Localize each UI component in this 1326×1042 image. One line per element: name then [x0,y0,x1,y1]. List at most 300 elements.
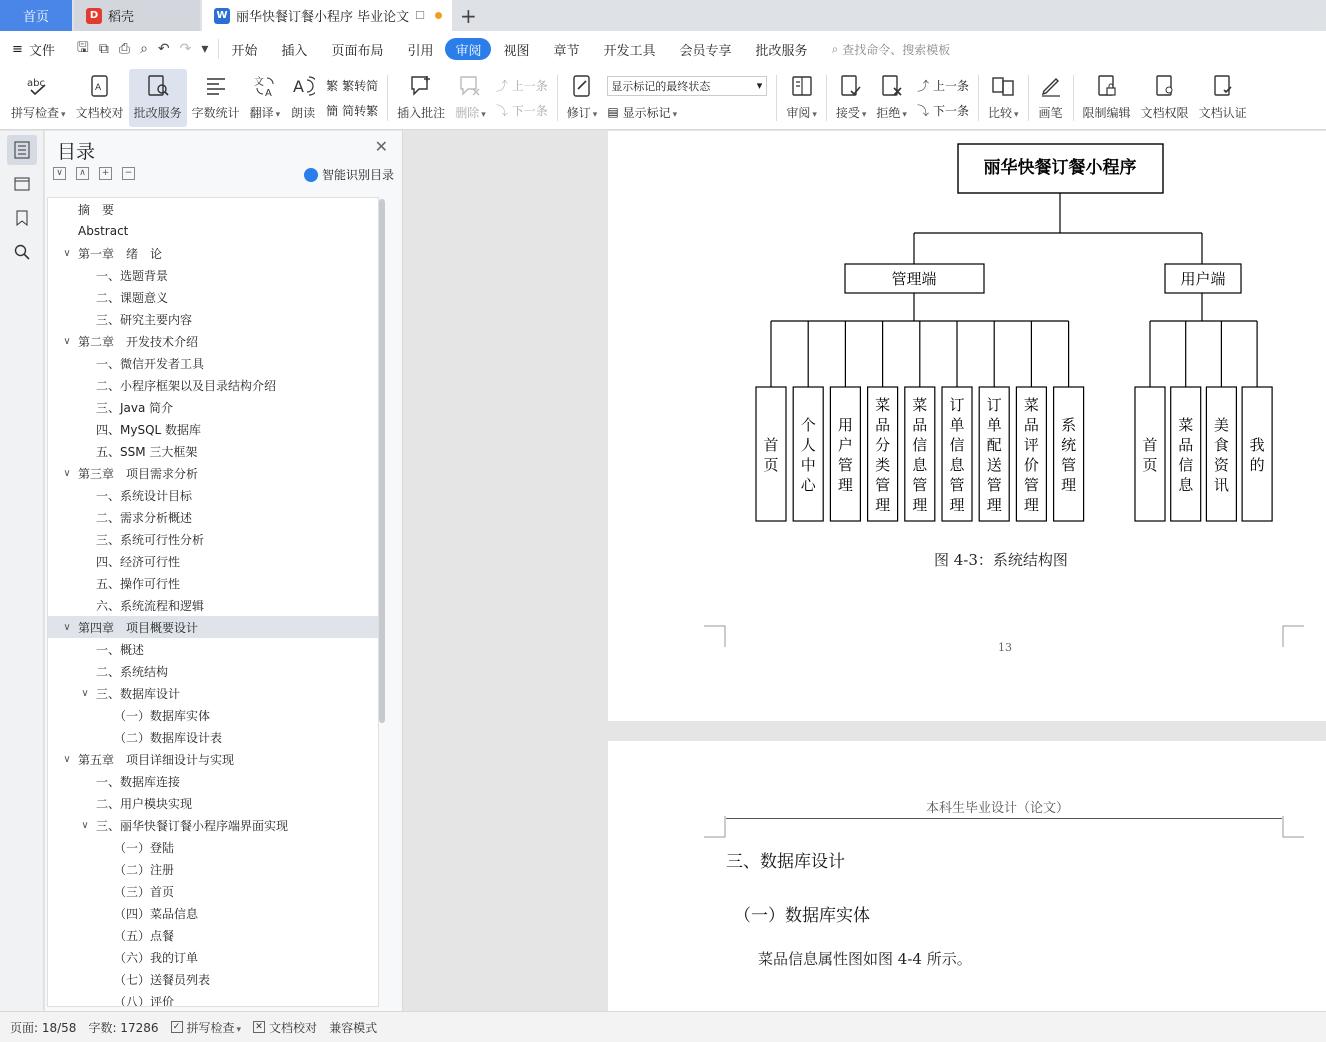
status-spell-check[interactable] [171,1019,242,1036]
redo-icon[interactable]: ↷ [179,41,192,57]
diagram-leaf-char: 单 [949,416,965,434]
document-page-13 [608,131,1326,721]
next-comment-button[interactable] [496,102,548,119]
translate-button[interactable] [245,69,286,127]
export-pdf-icon[interactable]: ⧉ [98,41,109,57]
toc-item-label: 五、SSM 三大框架 [96,444,198,459]
compat-mode [329,1019,377,1036]
toc-panel [45,131,403,1011]
review-pane-label: 审阅 ▾ [786,104,817,121]
doc-certify-label: 文档认证 [1198,106,1247,120]
tab-document-label: 丽华快餐订餐小程序 毕业论文 [236,10,410,25]
diagram-leaf-char: 分 [875,436,891,454]
file-menu[interactable] [0,40,67,59]
accept-icon [838,73,864,99]
outline-tree-icon[interactable] [7,169,37,199]
diagram-leaf-box [756,387,786,521]
word-count-label: 字数统计 [191,106,240,120]
show-markup-button[interactable] [607,104,767,121]
smart-toc-label: 智能识别目录 [321,168,394,182]
diagram-root-label: 丽华快餐订餐小程序 [983,158,1137,178]
figure-caption: 图 4-3：系统结构图 [934,551,1068,569]
prev-change-icon: ⤴ [916,79,929,93]
next-comment-label: 下一条 [511,104,548,118]
toc-item-label: Abstract [78,224,129,238]
markup-state-select[interactable] [607,76,767,96]
proof-icon: ✕ [253,1021,265,1033]
word-count-indicator[interactable] [88,1019,158,1036]
diagram-leaf-char: 品 [1023,416,1039,434]
menu-section[interactable]: 章节 [553,43,580,59]
read-aloud-icon [290,73,316,99]
accept-label: 接受 ▾ [836,104,867,121]
prev-change-label: 上一条 [932,79,969,93]
svg-text:A: A [264,88,272,98]
chinese-convert-group [321,69,383,127]
toc-item[interactable] [48,308,378,330]
toc-item-label: 二、需求分析概述 [96,510,193,525]
diagram-leaf-char: 理 [986,496,1002,514]
toc-item[interactable] [48,638,378,660]
doc-permission-button[interactable] [1136,69,1194,127]
diagram-leaf-char: 类 [875,456,891,474]
next-change-button[interactable] [917,102,969,119]
expand-all-icon[interactable]: ∧ [76,167,89,180]
wps-writer-logo-icon: W [214,8,230,24]
toc-item-label: 一、选题背景 [96,268,169,283]
chevron-down-icon[interactable]: ∨ [63,621,71,633]
toc-item-label: 二、系统结构 [96,664,169,679]
diagram-leaf-char: 管 [1061,456,1077,474]
menu-view[interactable]: 视图 [503,43,530,59]
diagram-leaf-char: 品 [912,416,928,434]
ribbon-separator [1073,75,1074,121]
word-count-indicator-label: 字数: 17286 [88,1020,159,1035]
toc-item-label: 六、系统流程和逻辑 [96,598,205,613]
chevron-down-icon[interactable]: ∨ [81,687,89,699]
toc-item[interactable] [48,528,378,550]
toc-item[interactable] [48,330,378,352]
doc-certify-button[interactable] [1194,69,1252,127]
toc-item-label: （四）菜品信息 [114,906,199,921]
menu-insert[interactable]: 插入 [281,43,308,59]
diagram-leaf-char: 息 [912,456,928,474]
file-menu-label: 文件 [28,43,55,59]
insert-comment-label: 插入批注 [397,106,446,120]
translate-icon [252,73,278,99]
chevron-down-icon[interactable]: ∨ [63,753,71,765]
daoke-logo-icon: D [86,8,102,24]
toc-item-label: 摘 要 [78,202,115,217]
ribbon-separator [826,75,827,121]
spell-check-icon [25,73,51,99]
toc-item-label: 一、数据库连接 [96,774,181,789]
toc-item-label: 三、研究主要内容 [96,312,193,327]
comment-nav-group [491,69,553,127]
spell-check-button[interactable] [6,69,71,127]
toc-item[interactable] [48,682,378,704]
diagram-leaf-char: 菜 [1023,396,1039,414]
ribbon-separator [978,75,979,121]
toc-item-label: 二、小程序框架以及目录结构介绍 [96,378,277,393]
diagram-leaf-char: 理 [875,496,891,514]
reject-button[interactable] [871,69,912,127]
diagram-leaf-char: 菜 [875,396,891,414]
toc-item-label: 四、经济可行性 [96,554,181,569]
document-canvas [404,131,1326,1011]
diagram-leaf-char: 价 [1023,456,1039,474]
restrict-edit-button[interactable] [1078,69,1136,127]
diagram-leaf-char: 送 [986,456,1002,474]
body-paragraph: 菜品信息属性图如图 4-4 所示。 [758,950,972,968]
toc-item[interactable] [48,880,378,902]
toc-item[interactable] [48,374,378,396]
revise-service-button[interactable] [129,69,187,127]
diagram-leaf-char: 信 [949,436,965,454]
status-doc-proof[interactable] [253,1019,317,1036]
read-aloud-button[interactable] [285,69,321,127]
toc-panel-title: 目录 [57,141,96,163]
doc-permission-label: 文档权限 [1140,106,1189,120]
diagram-leaf-box [830,387,860,521]
subsection-heading: （一）数据库实体 [734,906,870,926]
more-chevron-icon[interactable]: ▾ [201,41,209,57]
toc-item-label: 五、操作可行性 [96,576,181,591]
status-bar [0,1011,1326,1042]
chevron-down-icon[interactable]: ∨ [81,819,89,831]
svg-text:A: A [293,77,305,96]
system-structure-diagram [608,131,1326,531]
diagram-leaf-char: 管 [912,476,928,494]
toc-item[interactable] [48,484,378,506]
diagram-leaf-char: 管 [837,456,853,474]
diagram-leaf-char: 首 [1142,436,1158,454]
diagram-leaf-char: 息 [1178,476,1194,494]
save-icon[interactable]: 🖫 [76,40,89,56]
svg-text:A: A [94,83,101,93]
status-spell-check-label: 拼写检查 ▾ [187,1019,242,1036]
delete-comment-label: 删除 ▾ [455,104,486,121]
toc-item-label: 一、微信开发者工具 [96,356,205,371]
toc-item[interactable] [48,352,378,374]
page-header: 本科生毕业设计（论文） [926,801,1070,816]
trad-to-simp-button[interactable] [326,77,378,94]
diagram-leaf-char: 系 [1061,416,1077,434]
pen-label: 画笔 [1038,106,1063,120]
pen-icon [1038,73,1064,99]
review-ribbon [0,67,1326,130]
next-change-icon: ⤵ [916,104,929,118]
toc-item[interactable] [48,836,378,858]
menu-start[interactable]: 开始 [231,43,258,59]
simp-to-trad-icon: 簡 [326,104,339,118]
new-tab-button[interactable]: + [460,4,477,28]
diagram-leaf-char: 管 [875,476,891,494]
search-icon: ⌕ [831,41,839,56]
diagram-leaf-char: 页 [763,456,779,474]
diagram-leaf-char: 管 [1023,476,1039,494]
diagram-leaf-char: 品 [1178,436,1194,454]
toc-item-label: 第五章 项目详细设计与实现 [78,752,235,767]
lock-document-icon [1094,73,1120,99]
menu-member[interactable]: 会员专享 [679,43,732,59]
menu-developer[interactable]: 开发工具 [603,43,656,59]
compare-button[interactable] [983,69,1024,127]
tab-daoke[interactable] [74,0,200,31]
title-tab-bar [0,0,1326,31]
tab-daoke-label: 稻壳 [108,10,135,25]
toc-item-label: 一、系统设计目标 [96,488,193,503]
show-markup-label: 显示标记 ▾ [623,104,678,121]
review-pane-button[interactable] [781,69,822,127]
svg-text:文: 文 [253,77,264,88]
remove-heading-icon[interactable]: − [122,167,135,180]
smart-toc-button[interactable] [304,166,394,183]
diagram-leaf-char: 息 [949,456,965,474]
diagram-leaf-char: 美 [1213,416,1229,434]
diagram-leaf-char: 个 [800,416,816,434]
toc-item-label: 三、丽华快餐订餐小程序端界面实现 [96,818,289,833]
diagram-leaf-char: 配 [986,436,1002,454]
page-number: 13 [998,641,1012,654]
diagram-leaf-char: 人 [800,436,816,454]
toc-item[interactable] [48,462,378,484]
diagram-leaf-char: 单 [986,416,1002,434]
undo-icon[interactable]: ↶ [157,41,170,57]
toc-item-label: 二、用户模块实现 [96,796,193,811]
quick-access-toolbar [67,39,219,59]
diagram-leaf-char: 订 [949,396,965,414]
diagram-leaf-char: 订 [986,396,1002,414]
diagram-leaf-char: 食 [1213,436,1229,454]
toc-list [47,197,379,1007]
toc-toolbar [53,167,135,180]
diagram-leaf-char: 理 [837,476,853,494]
diagram-leaf-char: 品 [875,416,891,434]
toc-icon[interactable] [7,135,37,165]
toc-item[interactable] [48,440,378,462]
menu-page-layout[interactable]: 页面布局 [331,43,384,59]
diagram-leaf-char: 评 [1023,436,1039,454]
toc-item[interactable] [48,814,378,836]
page-corner-mark [704,816,726,838]
collapse-all-icon[interactable]: ∨ [53,167,66,180]
smart-ai-icon [304,168,318,182]
toc-item[interactable] [48,770,378,792]
command-search-placeholder: 查找命令、搜索模板 [842,42,951,57]
trad-to-simp-label: 繁转简 [342,79,379,93]
diagram-leaf-box [1135,387,1165,521]
toc-item[interactable] [48,726,378,748]
page-indicator[interactable] [10,1019,76,1036]
toc-item-label: （一）登陆 [114,840,175,855]
toc-item-label: 第二章 开发技术介绍 [78,334,199,349]
toc-item[interactable] [48,220,378,242]
toc-item[interactable] [48,286,378,308]
simp-to-trad-label: 简转繁 [342,104,379,118]
markup-group [602,69,772,127]
review-pane-icon [789,73,815,99]
print-icon[interactable]: ⎙ [118,41,131,57]
diagram-user-label: 用户端 [1180,270,1226,288]
revise-service-label: 批改服务 [133,106,182,120]
toc-item-label: （七）送餐员列表 [114,972,211,987]
toc-item[interactable] [48,264,378,286]
toc-item-label: （三）首页 [114,884,175,899]
toc-item[interactable] [48,616,378,638]
diagram-leaf-char: 菜 [912,396,928,414]
diagram-leaf-box [793,387,823,521]
change-nav-group [912,69,974,127]
accept-button[interactable] [831,69,872,127]
hamburger-icon: ≡ [12,41,23,57]
word-count-button[interactable] [187,69,245,127]
trad-to-simp-icon: 繁 [326,79,339,93]
reject-label: 拒绝 ▾ [876,104,907,121]
track-changes-label: 修订 ▾ [567,104,598,121]
insert-comment-button[interactable] [392,69,450,127]
chevron-down-icon[interactable]: ∨ [63,467,71,479]
print-preview-icon[interactable]: ⌕ [140,41,148,57]
prev-comment-label: 上一条 [511,79,548,93]
toc-item[interactable] [48,660,378,682]
show-markup-icon: ▤ [607,105,619,119]
toc-item-label: （二）数据库设计表 [114,730,223,745]
page-corner-mark [1282,816,1304,838]
toc-item[interactable] [48,924,378,946]
toc-item[interactable] [48,418,378,440]
toc-item[interactable] [48,572,378,594]
diagram-leaf-box [1206,387,1236,521]
doc-proof-icon [87,73,113,99]
ribbon-separator [1028,75,1029,121]
status-doc-proof-label: 文档校对 [269,1020,318,1035]
menu-bar [0,31,1326,67]
doc-proof-button[interactable] [71,69,129,127]
ribbon-separator [557,75,558,121]
document-page-14 [608,741,1326,1011]
tab-document[interactable] [202,0,452,31]
toc-item[interactable] [48,792,378,814]
bookmark-icon[interactable] [7,203,37,233]
prev-comment-icon: ⤴ [495,79,508,93]
toc-item[interactable] [48,946,378,968]
toc-item[interactable] [48,968,378,990]
section-heading: 三、数据库设计 [726,852,845,872]
tab-home[interactable]: 首页 [0,0,72,31]
unsaved-dot-icon [435,12,442,19]
diagram-leaf-char: 用 [837,416,853,434]
close-icon[interactable]: ✕ [374,137,388,156]
toc-item-label: （六）我的订单 [114,950,199,965]
checkbox-icon: ✓ [171,1021,183,1033]
read-aloud-label: 朗读 [291,106,316,120]
delete-comment-icon [457,73,483,99]
toc-item[interactable] [48,990,378,1007]
delete-comment-button[interactable] [450,69,491,127]
ribbon-separator [387,75,388,121]
diagram-leaf-char: 我 [1249,436,1265,454]
insert-comment-icon [408,73,434,99]
toc-item[interactable] [48,198,378,220]
simp-to-trad-button[interactable] [326,102,378,119]
page-indicator-label: 页面: 18/58 [10,1020,77,1035]
revise-service-icon [145,73,171,99]
pen-button[interactable] [1033,69,1069,127]
diagram-leaf-char: 心 [800,476,816,494]
toc-item-label: 三、系统可行性分析 [96,532,205,547]
toc-item[interactable] [48,242,378,264]
toc-item[interactable] [48,748,378,770]
toc-item[interactable] [48,858,378,880]
add-heading-icon[interactable]: + [99,167,112,180]
command-search[interactable] [832,41,951,58]
toc-item-label: （一）数据库实体 [114,708,211,723]
toc-item-label: 一、概述 [96,642,145,657]
chevron-down-icon[interactable]: ∨ [63,247,71,259]
compare-label: 比较 ▾ [988,104,1019,121]
diagram-leaf-char: 页 [1142,456,1158,474]
svg-text:abc: abc [27,78,46,89]
toc-item-label: 第三章 项目需求分析 [78,466,199,481]
diagram-leaf-char: 理 [949,496,965,514]
diagram-leaf-char: 中 [800,456,816,474]
toc-item-label: 四、MySQL 数据库 [96,422,202,437]
word-count-icon [203,73,229,99]
diagram-leaf-char: 管 [949,476,965,494]
prev-change-button[interactable] [917,77,969,94]
toc-item-label: （八）评价 [114,994,175,1007]
toc-item-label: （二）注册 [114,862,175,877]
menu-references[interactable]: 引用 [407,43,434,59]
restrict-edit-label: 限制编辑 [1082,106,1131,120]
track-changes-button[interactable] [562,69,603,127]
menu-revise-service[interactable]: 批改服务 [755,43,808,59]
diagram-leaf-box [1054,387,1084,521]
diagram-leaf-char: 理 [912,496,928,514]
diagram-leaf-char: 户 [837,436,853,454]
toc-item[interactable] [48,396,378,418]
markup-state-value: 显示标记的最终状态 [611,79,711,93]
diagram-leaf-char: 信 [912,436,928,454]
translate-label: 翻译 ▾ [250,104,281,121]
chevron-down-icon: ▾ [756,79,763,92]
reject-icon [879,73,905,99]
toc-item-label: 第一章 绪 论 [78,246,163,261]
prev-comment-button[interactable] [496,77,548,94]
toc-item[interactable] [48,704,378,726]
diagram-leaf-char: 的 [1249,456,1265,474]
menu-review[interactable]: 审阅 [445,38,491,60]
monitor-icon[interactable]: ☐ [415,9,425,22]
diagram-leaf-char: 统 [1061,436,1077,454]
chevron-down-icon[interactable]: ∨ [63,335,71,347]
toc-item[interactable] [48,594,378,616]
diagram-leaf-char: 首 [763,436,779,454]
diagram-leaf-char: 理 [1061,476,1077,494]
toc-item[interactable] [48,902,378,924]
compat-mode-label: 兼容模式 [329,1020,378,1035]
diagram-leaf-char: 讯 [1213,476,1229,494]
toc-scrollbar[interactable] [379,199,385,723]
ribbon-separator [776,75,777,121]
search-icon[interactable] [7,237,37,267]
track-changes-icon [569,73,595,99]
toc-item[interactable] [48,550,378,572]
toc-item-label: 二、课题意义 [96,290,169,305]
diagram-leaf-char: 管 [986,476,1002,494]
toc-item[interactable] [48,506,378,528]
